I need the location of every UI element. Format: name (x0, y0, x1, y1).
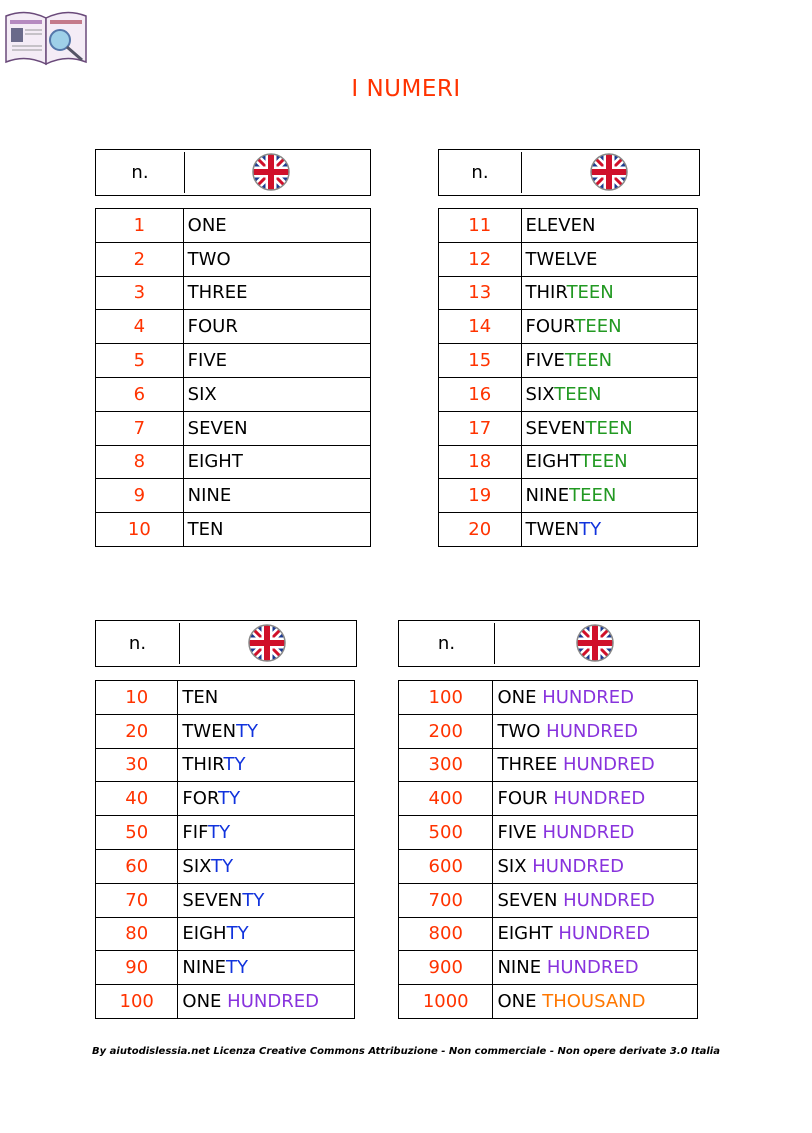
word-suffix: TEEN (554, 383, 602, 405)
number-cell: 8 (96, 445, 184, 479)
table-row (96, 951, 355, 985)
word-cell (183, 242, 370, 276)
word-suffix: TY (579, 519, 602, 541)
table-row (399, 917, 698, 951)
word-cell (183, 310, 370, 344)
number-cell: 10 (96, 513, 184, 547)
word-base: SIX (187, 383, 217, 405)
word-cell (178, 917, 355, 951)
number-cell: 10 (96, 681, 178, 715)
word-cell (521, 209, 697, 243)
number-cell: 7 (96, 411, 184, 445)
table-row (96, 513, 371, 547)
word-base: TEN (187, 519, 224, 541)
word-base: TWELVE (525, 248, 598, 270)
number-cell: 4 (96, 310, 184, 344)
word-base: FOUR (525, 316, 575, 338)
word-suffix: HUNDRED (542, 686, 634, 708)
word-cell (183, 513, 370, 547)
word-suffix: HUNDRED (532, 855, 625, 877)
number-cell: 600 (399, 849, 493, 883)
word-cell (178, 951, 355, 985)
word-base: THREE (497, 754, 563, 776)
numbers-table-1-10 (95, 208, 371, 547)
word-cell (493, 917, 698, 951)
number-cell: 5 (96, 344, 184, 378)
word-base: ONE (182, 991, 228, 1013)
word-cell (183, 209, 370, 243)
word-cell (521, 242, 697, 276)
word-suffix: TEEN (569, 485, 617, 507)
word-base: FIF (182, 822, 209, 844)
word-base: SEVEN (187, 417, 248, 439)
word-suffix: HUNDRED (227, 991, 319, 1013)
number-cell: 100 (399, 681, 493, 715)
word-cell (183, 479, 370, 513)
numbers-table-hundreds (398, 680, 698, 1019)
numbers-table-tens (95, 680, 355, 1019)
word-suffix: HUNDRED (542, 822, 635, 844)
word-cell (178, 681, 355, 715)
table-row (96, 377, 371, 411)
word-base: TWEN (525, 519, 580, 541)
header-number-label: n. (437, 633, 456, 654)
table-header-4 (398, 620, 700, 667)
number-cell: 19 (439, 479, 522, 513)
table-row (399, 782, 698, 816)
number-cell: 90 (96, 951, 178, 985)
number-cell: 30 (96, 748, 178, 782)
uk-flag-icon (589, 152, 629, 192)
uk-flag-icon (575, 623, 615, 663)
number-cell: 700 (399, 883, 493, 917)
table-row (439, 445, 698, 479)
word-cell (178, 816, 355, 850)
numbers-table-11-20 (438, 208, 698, 547)
table-row (399, 951, 698, 985)
table-row (96, 479, 371, 513)
word-base: NINE (497, 957, 547, 979)
word-base: ONE (187, 214, 227, 236)
table-row (96, 849, 355, 883)
table-row (96, 344, 371, 378)
word-base: FIVE (525, 350, 565, 372)
table-row (96, 917, 355, 951)
word-cell (521, 344, 697, 378)
word-suffix: TY (218, 788, 241, 810)
table-row (399, 816, 698, 850)
word-cell (493, 681, 698, 715)
number-cell: 20 (96, 714, 178, 748)
word-cell (178, 985, 355, 1019)
number-cell: 60 (96, 849, 178, 883)
table-row (439, 209, 698, 243)
number-cell: 300 (399, 748, 493, 782)
table-row (96, 445, 371, 479)
table-row (96, 782, 355, 816)
word-base: FOUR (497, 788, 554, 810)
number-cell: 900 (399, 951, 493, 985)
word-cell (521, 445, 697, 479)
word-cell (183, 276, 370, 310)
word-cell (521, 479, 697, 513)
word-cell (178, 714, 355, 748)
word-base: TWEN (182, 720, 237, 742)
word-cell (183, 411, 370, 445)
table-row (439, 310, 698, 344)
table-row (399, 883, 698, 917)
table-row (399, 849, 698, 883)
word-cell (178, 883, 355, 917)
word-cell (183, 344, 370, 378)
word-cell (521, 411, 697, 445)
book-logo-icon (2, 2, 90, 68)
table-row (439, 411, 698, 445)
word-suffix: TY (226, 957, 249, 979)
uk-flag-icon (247, 623, 287, 663)
word-suffix: TY (236, 720, 259, 742)
number-cell: 1000 (399, 985, 493, 1019)
table-header-2 (438, 149, 700, 196)
word-base: THIR (182, 754, 224, 776)
number-cell: 1 (96, 209, 184, 243)
number-cell: 3 (96, 276, 184, 310)
word-base: THIR (525, 282, 567, 304)
number-cell: 400 (399, 782, 493, 816)
table-row (96, 985, 355, 1019)
word-base: ONE (497, 686, 543, 708)
table-row (96, 681, 355, 715)
word-cell (178, 782, 355, 816)
number-cell: 18 (439, 445, 522, 479)
word-base: TWO (497, 720, 547, 742)
table-row (96, 883, 355, 917)
word-base: THREE (187, 282, 248, 304)
number-cell: 16 (439, 377, 522, 411)
table-row (399, 985, 698, 1019)
word-base: FOUR (187, 316, 238, 338)
number-cell: 500 (399, 816, 493, 850)
word-suffix: TEEN (564, 350, 613, 372)
word-cell (178, 748, 355, 782)
word-cell (183, 445, 370, 479)
word-suffix: TY (223, 754, 246, 776)
word-cell (493, 816, 698, 850)
header-number-label: n. (131, 162, 149, 183)
table-row (96, 816, 355, 850)
word-suffix: HUNDRED (546, 957, 639, 979)
word-cell (493, 951, 698, 985)
table-row (439, 276, 698, 310)
word-cell (521, 310, 697, 344)
word-base: EIGH (182, 923, 227, 945)
word-base: NINE (187, 485, 232, 507)
header-number-label: n. (128, 633, 147, 654)
word-base: TWO (187, 248, 231, 270)
table-row (439, 479, 698, 513)
word-cell (521, 513, 697, 547)
table-row (96, 242, 371, 276)
table-row (399, 714, 698, 748)
license-footer: By aiutodislessia.net Licenza Creative Commons Attribuzione - Non commerciale - Non opere derivate 3.0 Italia (92, 1046, 720, 1057)
word-suffix: TEEN (580, 451, 628, 473)
number-cell: 17 (439, 411, 522, 445)
number-cell: 11 (439, 209, 522, 243)
table-row (399, 681, 698, 715)
word-base: EIGHT (525, 451, 581, 473)
table-row (439, 344, 698, 378)
number-cell: 14 (439, 310, 522, 344)
word-base: SIX (182, 855, 212, 877)
word-base: EIGHT (187, 451, 243, 473)
table-row (96, 209, 371, 243)
word-cell (183, 377, 370, 411)
number-cell: 80 (96, 917, 178, 951)
word-base: SEVEN (182, 889, 243, 911)
table-row (96, 411, 371, 445)
number-cell: 15 (439, 344, 522, 378)
table-row (399, 748, 698, 782)
number-cell: 9 (96, 479, 184, 513)
word-suffix: TY (211, 855, 234, 877)
table-row (96, 310, 371, 344)
word-base: NINE (525, 485, 570, 507)
word-suffix: HUNDRED (546, 720, 638, 742)
table-row (96, 748, 355, 782)
word-base: TEN (182, 686, 219, 708)
word-suffix: TY (242, 889, 265, 911)
word-suffix: HUNDRED (563, 889, 655, 911)
word-base: NINE (182, 957, 227, 979)
word-base: ELEVEN (525, 214, 596, 236)
word-cell (493, 714, 698, 748)
word-base: SEVEN (525, 417, 586, 439)
number-cell: 40 (96, 782, 178, 816)
word-base: FIVE (497, 822, 543, 844)
word-suffix: HUNDRED (553, 788, 646, 810)
word-cell (493, 849, 698, 883)
word-suffix: TEEN (566, 282, 614, 304)
word-base: ONE (497, 991, 543, 1013)
word-base: FIVE (187, 350, 228, 372)
number-cell: 100 (96, 985, 178, 1019)
word-suffix: HUNDRED (558, 923, 651, 945)
word-base: SIX (525, 383, 555, 405)
word-suffix: TEEN (574, 316, 622, 338)
word-base: SIX (497, 855, 533, 877)
word-cell (493, 985, 698, 1019)
word-suffix: TEEN (585, 417, 633, 439)
word-suffix: TY (226, 923, 249, 945)
word-suffix: TY (208, 822, 231, 844)
number-cell: 20 (439, 513, 522, 547)
word-cell (178, 849, 355, 883)
number-cell: 200 (399, 714, 493, 748)
table-row (439, 242, 698, 276)
table-header-1 (95, 149, 371, 196)
number-cell: 13 (439, 276, 522, 310)
number-cell: 12 (439, 242, 522, 276)
word-cell (493, 782, 698, 816)
number-cell: 2 (96, 242, 184, 276)
table-row (96, 714, 355, 748)
number-cell: 6 (96, 377, 184, 411)
table-header-3 (95, 620, 357, 667)
word-cell (521, 276, 697, 310)
header-number-label: n. (471, 162, 489, 183)
word-base: EIGHT (497, 923, 559, 945)
table-row (439, 513, 698, 547)
word-cell (493, 748, 698, 782)
word-suffix: HUNDRED (562, 754, 655, 776)
number-cell: 50 (96, 816, 178, 850)
number-cell: 70 (96, 883, 178, 917)
word-cell (521, 377, 697, 411)
table-row (439, 377, 698, 411)
word-cell (493, 883, 698, 917)
word-base: SEVEN (497, 889, 564, 911)
page-title: I NUMERI (351, 76, 461, 102)
table-row (96, 276, 371, 310)
word-base: FOR (182, 788, 219, 810)
uk-flag-icon (251, 152, 291, 192)
number-cell: 800 (399, 917, 493, 951)
word-suffix: THOUSAND (542, 991, 646, 1013)
